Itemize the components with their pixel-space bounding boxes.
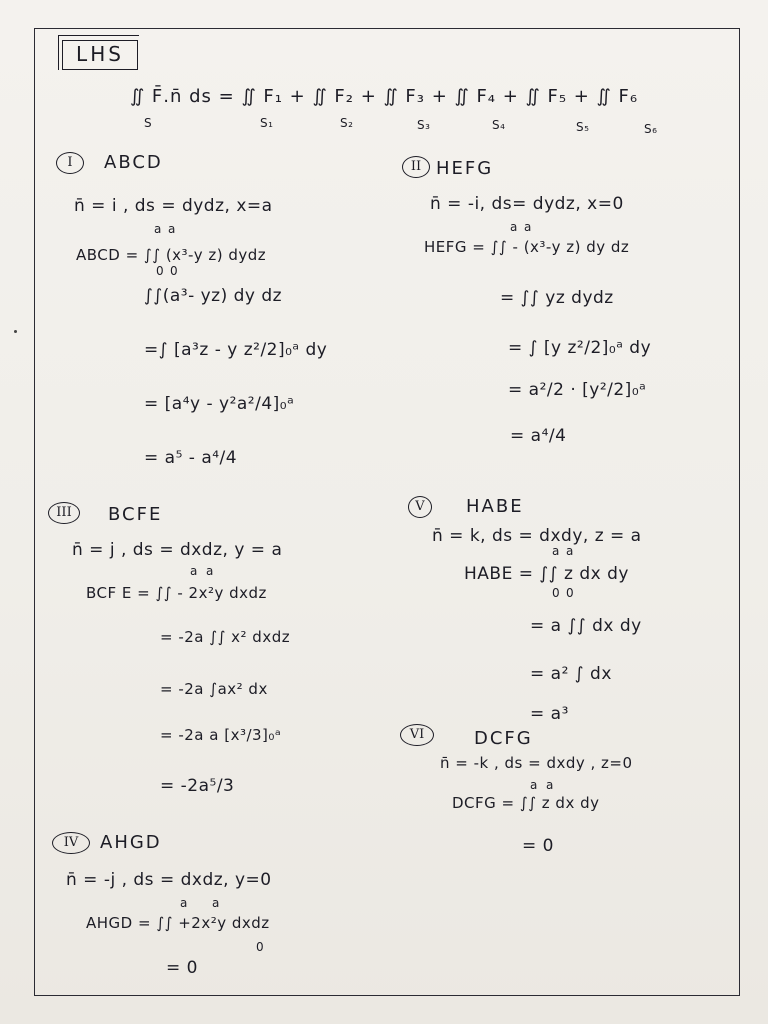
limit-upper-a: a — [212, 896, 220, 910]
section-3-title: BCFE — [108, 504, 163, 525]
section-1-line-3: ∫∫(a³- yz) dy dz — [144, 286, 283, 306]
section-2-badge: II — [402, 156, 430, 178]
section-3-line-6: = -2a⁵/3 — [160, 776, 235, 796]
section-2-line-4: = ∫ [y z²/2]₀ᵃ dy — [508, 338, 652, 358]
section-3-line-2: BCF E = ∫∫ - 2x²y dxdz — [86, 584, 267, 602]
section-2-line-2: HEFG = ∫∫ - (x³-y z) dy dz — [424, 238, 630, 256]
section-5-title: HABE — [466, 496, 524, 517]
subscript-s6: S₆ — [644, 122, 658, 136]
surface-integral-equation: ∬ F̄.n̄ ds = ∬ F₁ + ∬ F₂ + ∬ F₃ + ∬ F₄ + ∬ F₅ + ∬ F₆ — [130, 86, 639, 107]
limit-upper-a: a — [154, 222, 162, 236]
section-1-line-6: = a⁵ - a⁴/4 — [144, 448, 238, 468]
subscript-s3: S₃ — [417, 118, 431, 132]
limit-upper-a: a — [524, 220, 532, 234]
section-1-line-4: =∫ [a³z - y z²/2]₀ᵃ dy — [144, 340, 328, 360]
section-5-line-5: = a³ — [530, 704, 569, 724]
section-5-line-2: HABE = ∫∫ z dx dy — [464, 564, 629, 584]
limit-upper-a: a — [546, 778, 554, 792]
section-2-line-6: = a⁴/4 — [510, 426, 567, 446]
subscript-s1: S₁ — [260, 116, 274, 130]
limit-lower-0: 0 — [170, 264, 179, 278]
section-4-line-1: n̄ = -j , ds = dxdz, y=0 — [66, 870, 272, 890]
section-4-line-2: AHGD = ∫∫ +2x²y dxdz — [86, 914, 270, 932]
section-6-line-2: DCFG = ∫∫ z dx dy — [452, 794, 600, 812]
paper-speck — [14, 330, 17, 333]
section-4-badge: IV — [52, 832, 90, 854]
section-3-badge: III — [48, 502, 80, 524]
section-4-title: AHGD — [100, 832, 162, 853]
limit-lower-0: 0 — [256, 940, 265, 954]
section-3-line-4: = -2a ∫ax² dx — [160, 680, 268, 698]
section-1-line-2: ABCD = ∫∫ (x³-y z) dydz — [76, 246, 267, 264]
section-5-badge: V — [408, 496, 432, 518]
limit-upper-a: a — [552, 544, 560, 558]
limit-upper-a: a — [206, 564, 214, 578]
limit-lower-0: 0 — [552, 586, 561, 600]
section-2-line-1: n̄ = -i, ds= dydz, x=0 — [430, 194, 624, 214]
section-6-badge: VI — [400, 724, 434, 746]
subscript-s: S — [144, 116, 153, 130]
section-5-line-4: = a² ∫ dx — [530, 664, 612, 684]
section-2-title: HEFG — [436, 158, 494, 179]
limit-upper-a: a — [510, 220, 518, 234]
section-1-line-1: n̄ = i , ds = dydz, x=a — [74, 196, 273, 216]
section-3-line-3: = -2a ∫∫ x² dxdz — [160, 628, 291, 646]
section-1-badge: I — [56, 152, 84, 174]
limit-upper-a: a — [168, 222, 176, 236]
limit-upper-a: a — [190, 564, 198, 578]
section-4-line-3: = 0 — [166, 958, 198, 978]
section-2-line-3: = ∫∫ yz dydz — [500, 288, 614, 308]
section-6-line-3: = 0 — [522, 836, 554, 856]
limit-upper-a: a — [180, 896, 188, 910]
limit-lower-0: 0 — [566, 586, 575, 600]
section-3-line-1: n̄ = j , ds = dxdz, y = a — [72, 540, 283, 560]
section-3-line-5: = -2a a [x³/3]₀ᵃ — [160, 726, 282, 744]
subscript-s5: S₅ — [576, 120, 590, 134]
section-5-line-3: = a ∫∫ dx dy — [530, 616, 642, 636]
section-2-line-5: = a²/2 · [y²/2]₀ᵃ — [508, 380, 647, 400]
subscript-s4: S₄ — [492, 118, 506, 132]
section-6-line-1: n̄ = -k , ds = dxdy , z=0 — [440, 754, 633, 772]
section-6-title: DCFG — [474, 728, 533, 749]
section-1-title: ABCD — [104, 152, 163, 173]
subscript-s2: S₂ — [340, 116, 354, 130]
limit-lower-0: 0 — [156, 264, 165, 278]
lhs-label: LHS — [62, 40, 138, 70]
limit-upper-a: a — [530, 778, 538, 792]
section-1-line-5: = [a⁴y - y²a²/4]₀ᵃ — [144, 394, 295, 414]
section-5-line-1: n̄ = k, ds = dxdy, z = a — [432, 526, 642, 546]
limit-upper-a: a — [566, 544, 574, 558]
